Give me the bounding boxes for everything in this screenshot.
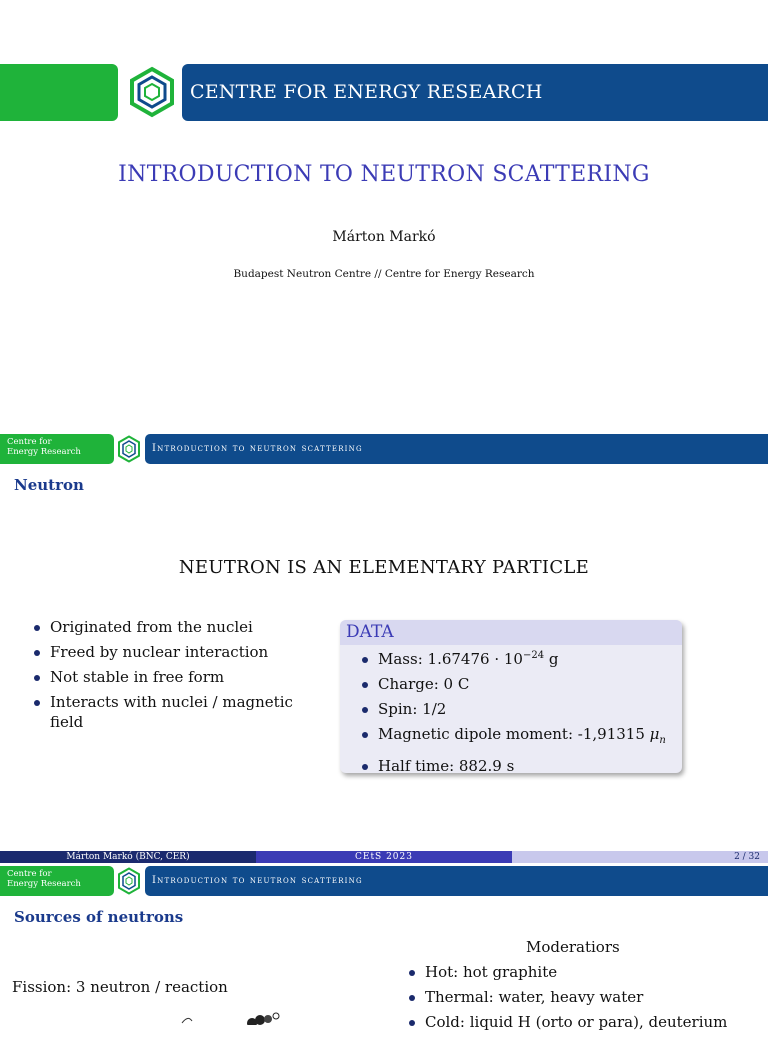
header-org-box	[0, 434, 114, 464]
mu-subscript: n	[659, 735, 666, 746]
frame-title: Sources of neutrons	[14, 908, 184, 926]
data-block-title: DATA	[340, 620, 682, 645]
fission-diagram-icon	[180, 1010, 290, 1029]
org-banner: CENTRE FOR ENERGY RESEARCH	[182, 64, 768, 121]
author-name: Márton Markó	[332, 229, 436, 245]
neutron-properties-list	[30, 617, 300, 737]
magnetic-label: Magnetic dipole moment: -1,91315	[378, 725, 650, 743]
magnetic-moment-item	[358, 724, 682, 751]
data-block	[340, 620, 682, 773]
mass-unit: g	[544, 650, 559, 668]
hexagon-logo-icon	[117, 435, 141, 463]
header-org-line1: Centre for	[7, 437, 52, 447]
mu-symbol	[649, 725, 666, 746]
presentation-title: INTRODUCTION TO NEUTRON SCATTERING	[118, 162, 650, 187]
half-time-item: Half time: 882.9 s	[358, 756, 682, 773]
list-item: Interacts with nuclei / magnetic field	[30, 692, 300, 732]
list-item: Hot: hot graphite	[405, 962, 765, 982]
data-list	[340, 649, 682, 773]
moderators-list	[405, 962, 765, 1037]
mu-letter: μ	[649, 725, 660, 743]
list-item: Not stable in free form	[30, 667, 300, 687]
header-presentation-title: Introduction to neutron scattering	[145, 434, 768, 464]
mass-exponent: −24	[522, 650, 545, 661]
frame-title: Neutron	[14, 476, 84, 494]
header-org-line2: Energy Research	[7, 447, 81, 457]
list-item: Thermal: water, heavy water	[405, 987, 765, 1007]
header-presentation-title: Introduction to neutron scattering	[145, 866, 768, 896]
org-green-bar	[0, 64, 118, 121]
fission-text: Fission: 3 neutron / reaction	[12, 978, 228, 996]
footer-page-number: 2 / 32	[512, 851, 768, 863]
footer-author: Márton Markó (BNC, CER)	[0, 851, 256, 863]
spin-item: Spin: 1/2	[358, 699, 682, 719]
affiliation: Budapest Neutron Centre // Centre for Energy Research	[233, 268, 535, 280]
list-item: Freed by nuclear interaction	[30, 642, 300, 662]
mass-label: Mass: 1.67476 · 10	[378, 650, 523, 668]
hexagon-logo-icon	[128, 66, 176, 118]
header-org-line2: Energy Research	[7, 879, 81, 889]
header-org-line1: Centre for	[7, 869, 52, 879]
moderators-title: Moderatiors	[526, 938, 620, 956]
mass-item	[358, 649, 682, 669]
list-item: Originated from the nuclei	[30, 617, 300, 637]
hexagon-logo-icon	[117, 867, 141, 895]
footer-event: CEtS 2023	[256, 851, 512, 863]
list-item: Cold: liquid H (orto or para), deuterium	[405, 1012, 765, 1032]
slide-heading: NEUTRON IS AN ELEMENTARY PARTICLE	[178, 557, 590, 578]
header-org-box	[0, 866, 114, 896]
charge-item: Charge: 0 C	[358, 674, 682, 694]
